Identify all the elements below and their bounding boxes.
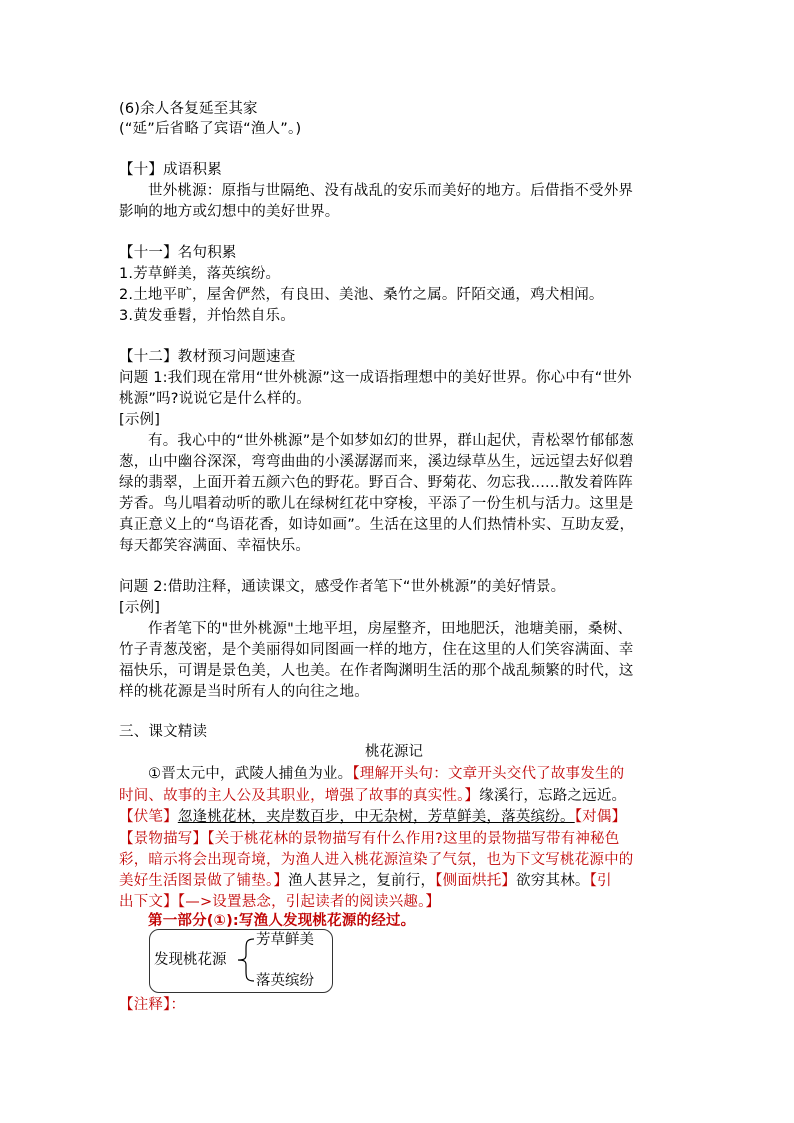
- text-line: (6)余人各复延至其家: [119, 101, 258, 117]
- annotation: 【侧面烘托】: [435, 873, 517, 889]
- text-line: [示例]: [119, 412, 161, 428]
- text-line: 芳香。鸟儿唱着动听的歌儿在绿树红花中穿梭，平添了一份生机与活力。这里是: [119, 496, 634, 512]
- text-line: 每天都笑容满面、幸福快乐。: [119, 538, 311, 554]
- text-line: 1.芳草鲜美，落英缤纷。: [119, 266, 281, 282]
- diagram-branch: 芳草鲜美: [256, 932, 314, 948]
- annotation: 【注释】：: [119, 997, 186, 1013]
- text-line: 美好生活图景做了铺垫。】渔人甚异之，复前行，【侧面烘托】欲穷其林。【引: [119, 873, 612, 889]
- annotation: 【理解开头句：文章开头交代了故事发生的: [352, 766, 625, 782]
- text-line: 时间、故事的主人公及其职业，增强了故事的真实性。】缘溪行，忘路之远近。: [119, 788, 627, 804]
- annotation: 【引: [589, 873, 612, 889]
- annotation: 【伏笔】: [119, 809, 178, 825]
- section-heading: 【十一】名句积累: [119, 245, 237, 261]
- text-title: 桃花源记: [365, 744, 423, 760]
- text-line: 竹子青葱茂密，是个美丽得如同图画一样的地方，住在这里的人们笑容满面、幸: [119, 642, 634, 658]
- part-summary: 第一部分(①):写渔人发现桃花源的经过。: [148, 913, 416, 929]
- text-line: [119, 806, 626, 828]
- brace-icon: [230, 937, 256, 983]
- section-heading: 三、课文精读: [119, 724, 208, 740]
- text-line: 样的桃花源是当时所有人的向往之地。: [119, 684, 369, 700]
- annotation: 【对偶】: [574, 809, 627, 825]
- text-line: 有。我心中的“世外桃源”是个如梦如幻的世界，群山起伏，青松翠竹郁郁葱: [148, 433, 634, 449]
- text-line: [示例]: [119, 600, 161, 616]
- text-line: 真正意义上的“鸟语花香，如诗如画”。生活在这里的人们热情朴实、互助友爱，: [119, 517, 635, 533]
- text-line: ①晋太元中，武陵人捕鱼为业。【理解开头句：文章开头交代了故事发生的: [148, 766, 625, 782]
- underlined-text: 忽逢桃花林，夹岸数百步，中无杂树，芳草鲜美，落英缤纷。: [177, 809, 575, 825]
- text-line: 世外桃源：原指与世隔绝、没有战乱的安乐而美好的地方。后借指不受外界: [148, 183, 634, 199]
- text-line: 影响的地方或幻想中的美好世界。: [119, 204, 340, 220]
- text-line: (“延”后省略了宾语“渔人”。): [119, 121, 302, 137]
- diagram-root: 发现桃花源: [154, 952, 227, 968]
- annotation: 彩，暗示将会出现奇境，为渔人进入桃花源渲染了气氛，也为下文写桃花源中的: [119, 852, 634, 868]
- text-line: 葱，山中幽谷深深，弯弯曲曲的小溪潺潺而来，溪边绿草丛生，远远望去好似碧: [119, 454, 634, 470]
- text-line: 3.黄发垂髫，并怡然自乐。: [119, 308, 295, 324]
- text-line: 桃源”吗?说说它是什么样的。: [119, 391, 312, 407]
- diagram-branch: 落英缤纷: [256, 973, 314, 989]
- text-line: 作者笔下的"世外桃源"土地平坦，房屋整齐，田地肥沃，池塘美丽，桑树、: [148, 621, 633, 637]
- annotation: 美好生活图景做了铺垫。】: [119, 873, 289, 889]
- text-line: 绿的翡翠，上面开着五颜六色的野花。野百合、野菊花、勿忘我......散发着阵阵: [119, 475, 633, 491]
- annotation: 时间、故事的主人公及其职业，增强了故事的真实性。】: [119, 788, 480, 804]
- annotation: 【景物描写】【关于桃花林的景物描写有什么作用?这里的景物描写带有神秘色: [119, 831, 620, 847]
- text-line: 福快乐，可谓是景色美，人也美。在作者陶渊明生活的那个战乱频繁的时代，这: [119, 663, 634, 679]
- text-line: 问题 2:借助注释，通读课文，感受作者笔下“世外桃源”的美好情景。: [119, 579, 566, 595]
- section-heading: 【十】成语积累: [119, 162, 222, 178]
- annotation: 出下文】【—>设置悬念，引起读者的阅读兴趣。】: [119, 894, 441, 910]
- text-line: 2.土地平旷，屋舍俨然，有良田、美池、桑竹之属。阡陌交通，鸡犬相闻。: [119, 287, 604, 303]
- section-heading: 【十二】教材预习问题速查: [119, 349, 296, 365]
- text-line: 问题 1:我们现在常用“世外桃源”这一成语指理想中的美好世界。你心中有“世外: [119, 370, 632, 386]
